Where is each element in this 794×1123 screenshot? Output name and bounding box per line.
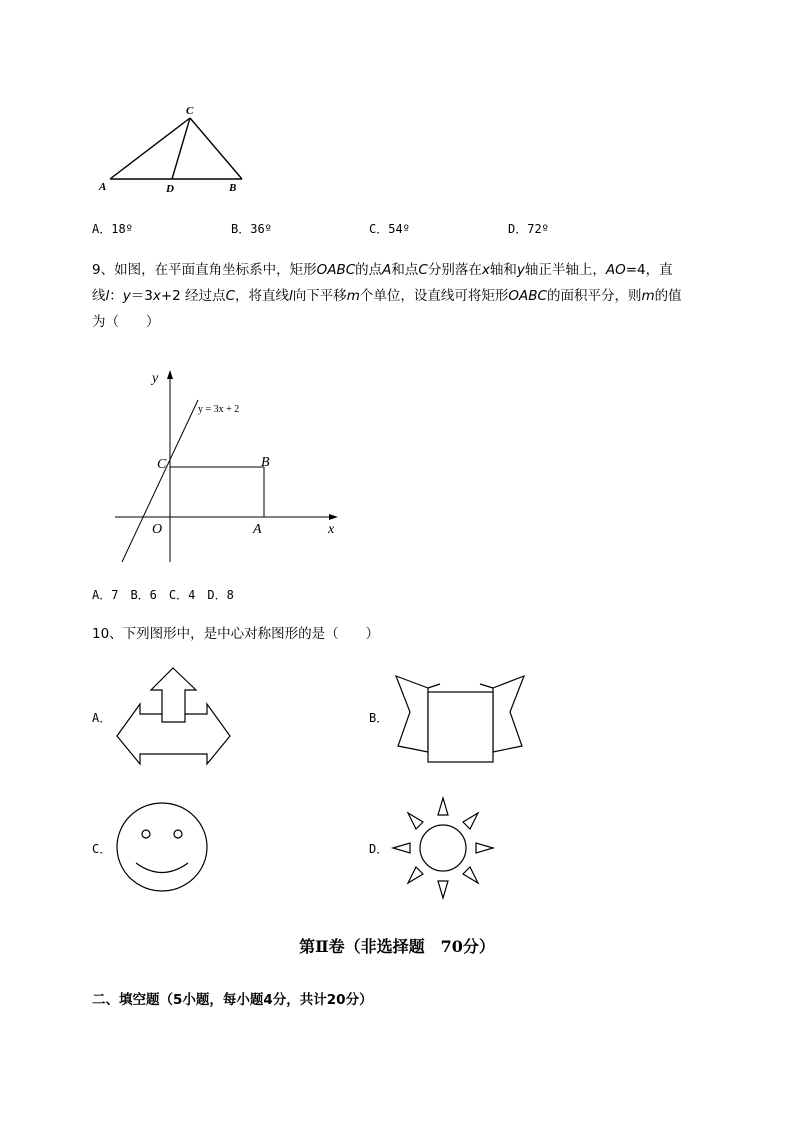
label-B: B: [229, 182, 237, 194]
label-D: D: [166, 183, 174, 195]
square-ribbon-figure: [390, 672, 530, 764]
q8-option-b: B．36º: [231, 222, 272, 236]
sun-figure: [390, 795, 496, 901]
x-axis-arrow-icon: [329, 514, 338, 520]
y-axis-arrow-icon: [167, 370, 173, 379]
q8-option-c: C．54º: [369, 222, 410, 236]
axis-x-label: x: [328, 522, 335, 537]
q8-option-a: A．18º: [92, 222, 133, 236]
q10-label-b: B．: [369, 711, 389, 725]
label-A: A: [99, 181, 107, 193]
smiley-face-figure: [110, 800, 214, 896]
q10-label-d: D．: [369, 842, 389, 856]
label-O: O: [152, 522, 163, 537]
q9-line-3: 为（ ）: [92, 314, 160, 330]
part2-title: 第Ⅱ卷（非选择题 70分）: [299, 937, 495, 956]
label-A: A: [253, 522, 262, 537]
q10-question: 10、下列图形中，是中心对称图形的是（ ）: [92, 626, 380, 642]
line-equation: y = 3x + 2: [198, 404, 240, 415]
label-C: C: [186, 105, 194, 117]
q10-label-c: C．: [92, 842, 112, 856]
q9-options: A．7 B．6 C．4 D．8: [92, 588, 234, 602]
coordinate-figure: [110, 362, 350, 572]
q9-line-1: 9、如图，在平面直角坐标系中，矩形OABC的点A和点C分别落在x轴和y轴正半轴上，AO=4，直: [92, 262, 673, 278]
section-heading: 二、填空题（5小题，每小题4分，共计20分）: [92, 992, 373, 1008]
label-B: B: [261, 455, 270, 470]
axis-y-label: y: [152, 371, 159, 386]
label-C: C: [157, 457, 167, 472]
q9-line-2: 线l：y＝3x+2 经过点C，将直线l向下平移m个单位，设直线可将矩形OABC的面积平分，则m的值: [92, 288, 682, 304]
q8-option-d: D．72º: [508, 222, 549, 236]
three-way-arrow-figure: [112, 664, 236, 770]
q10-label-a: A．: [92, 711, 112, 725]
triangle-figure: [90, 98, 260, 198]
